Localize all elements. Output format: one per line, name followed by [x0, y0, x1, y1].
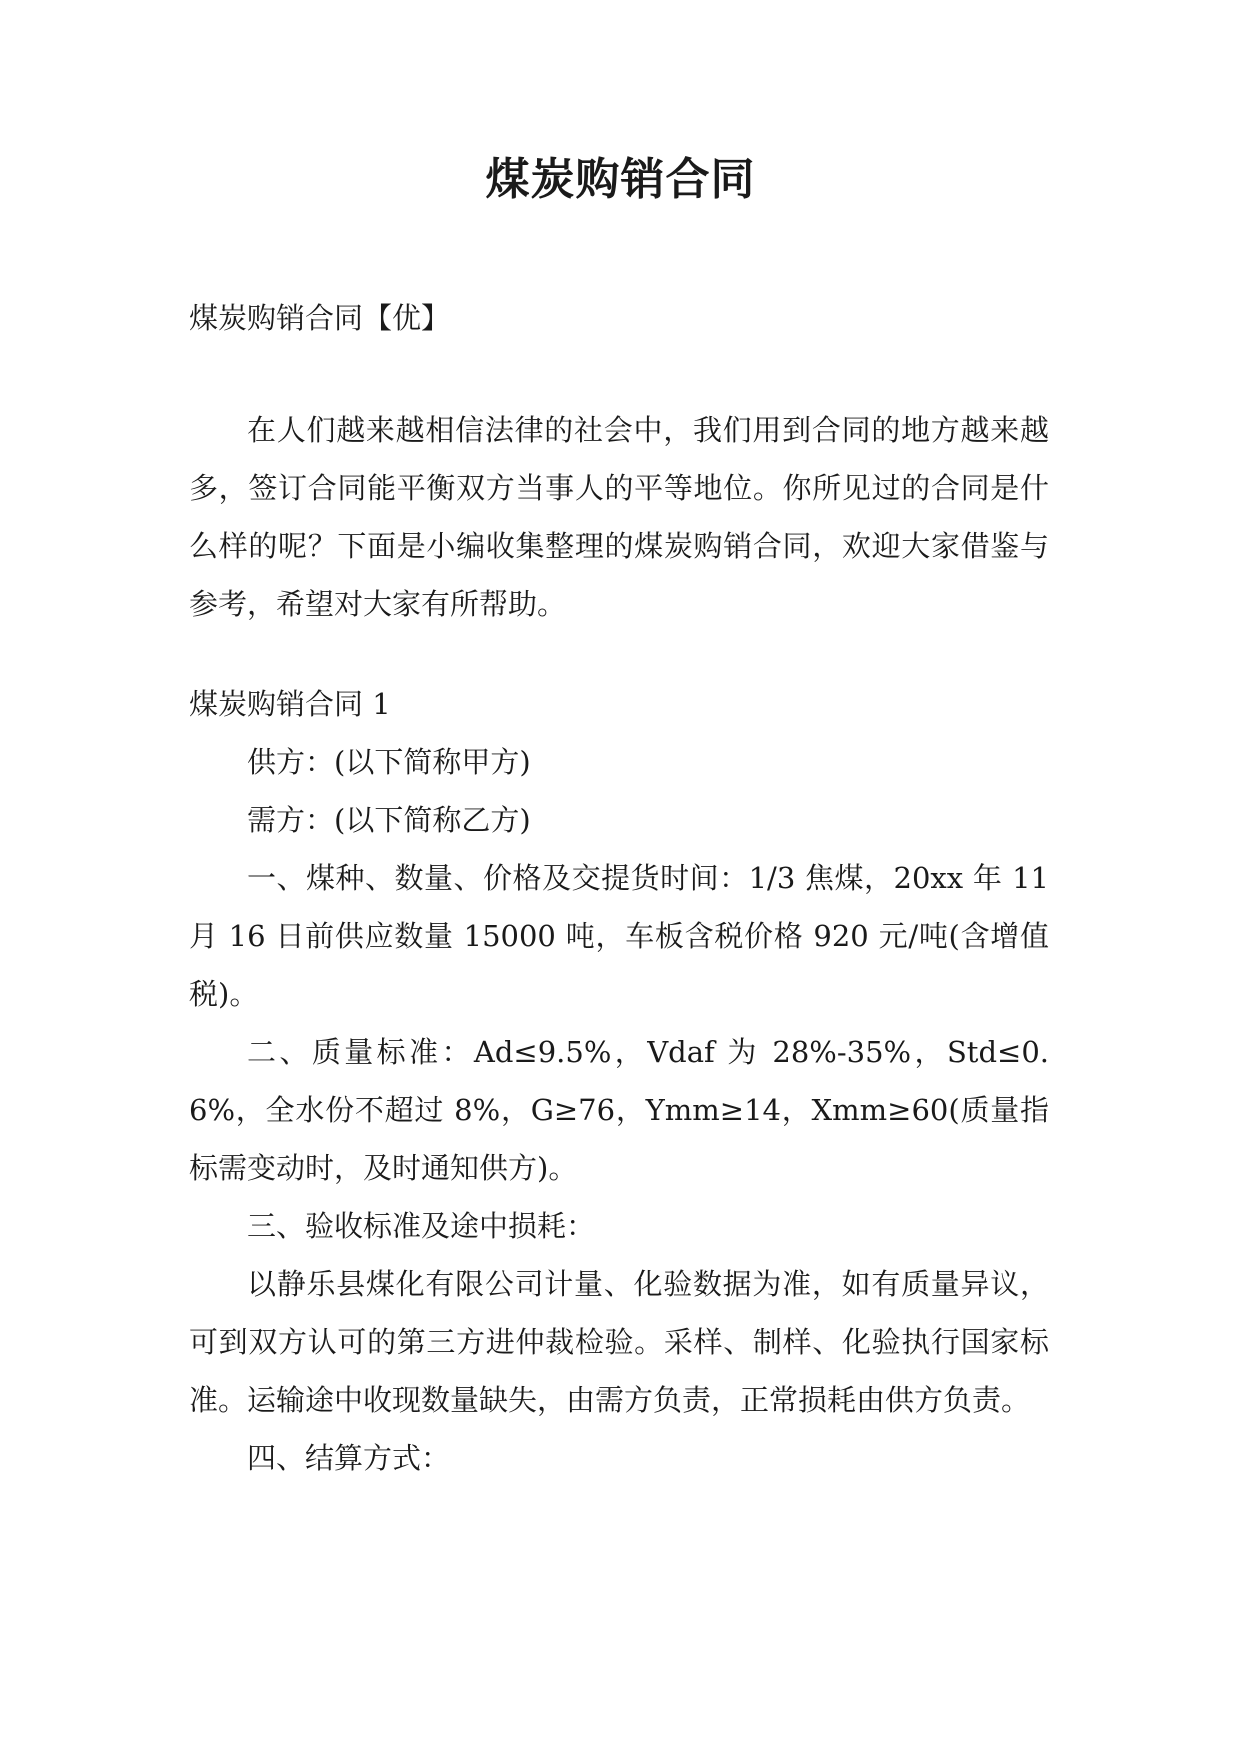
supplier-line: 供方：(以下简称甲方) — [247, 745, 531, 779]
clause-3-body: 以静乐县煤化有限公司计量、化验数据为准，如有质量异议，可到双方认可的第三方进仲裁检验。采样、制样、化验执行国家标准。运输途中收现数量缺失，由需方负责，正常损耗由供方负责。 — [189, 1267, 1049, 1417]
document-subtitle: 煤炭购销合同【优】 — [189, 301, 451, 335]
clause-4-heading: 四、结算方式： — [247, 1441, 451, 1475]
clause-3-heading: 三、验收标准及途中损耗： — [247, 1209, 596, 1243]
spacer — [189, 633, 1049, 675]
intro-paragraph: 在人们越来越相信法律的社会中，我们用到合同的地方越来越多，签订合同能平衡双方当事人的平等地位。你所见过的合同是什么样的呢？下面是小编收集整理的煤炭购销合同，欢迎大家借鉴与参考，希望对大家有所帮助。 — [189, 413, 1049, 621]
buyer-line: 需方：(以下简称乙方) — [247, 803, 531, 837]
spacer — [189, 347, 1049, 401]
document-title: 煤炭购销合同 — [485, 154, 756, 205]
contract-heading: 煤炭购销合同 1 — [189, 687, 391, 721]
clause-2: 二、质量标准：Ad≤9.5%，Vdaf 为 28%-35%，Std≤0.6%，全水份不超过 8%，G≥76，Ymm≥14，Xmm≥60(质量指标需变动时，及时通知供方)。 — [189, 1035, 1049, 1185]
clause-1: 一、煤种、数量、价格及交提货时间：1/3 焦煤，20xx 年 11 月 16 日前供应数量 15000 吨，车板含税价格 920 元/吨(含增值税)。 — [189, 861, 1049, 1011]
document-body — [189, 289, 1049, 1487]
